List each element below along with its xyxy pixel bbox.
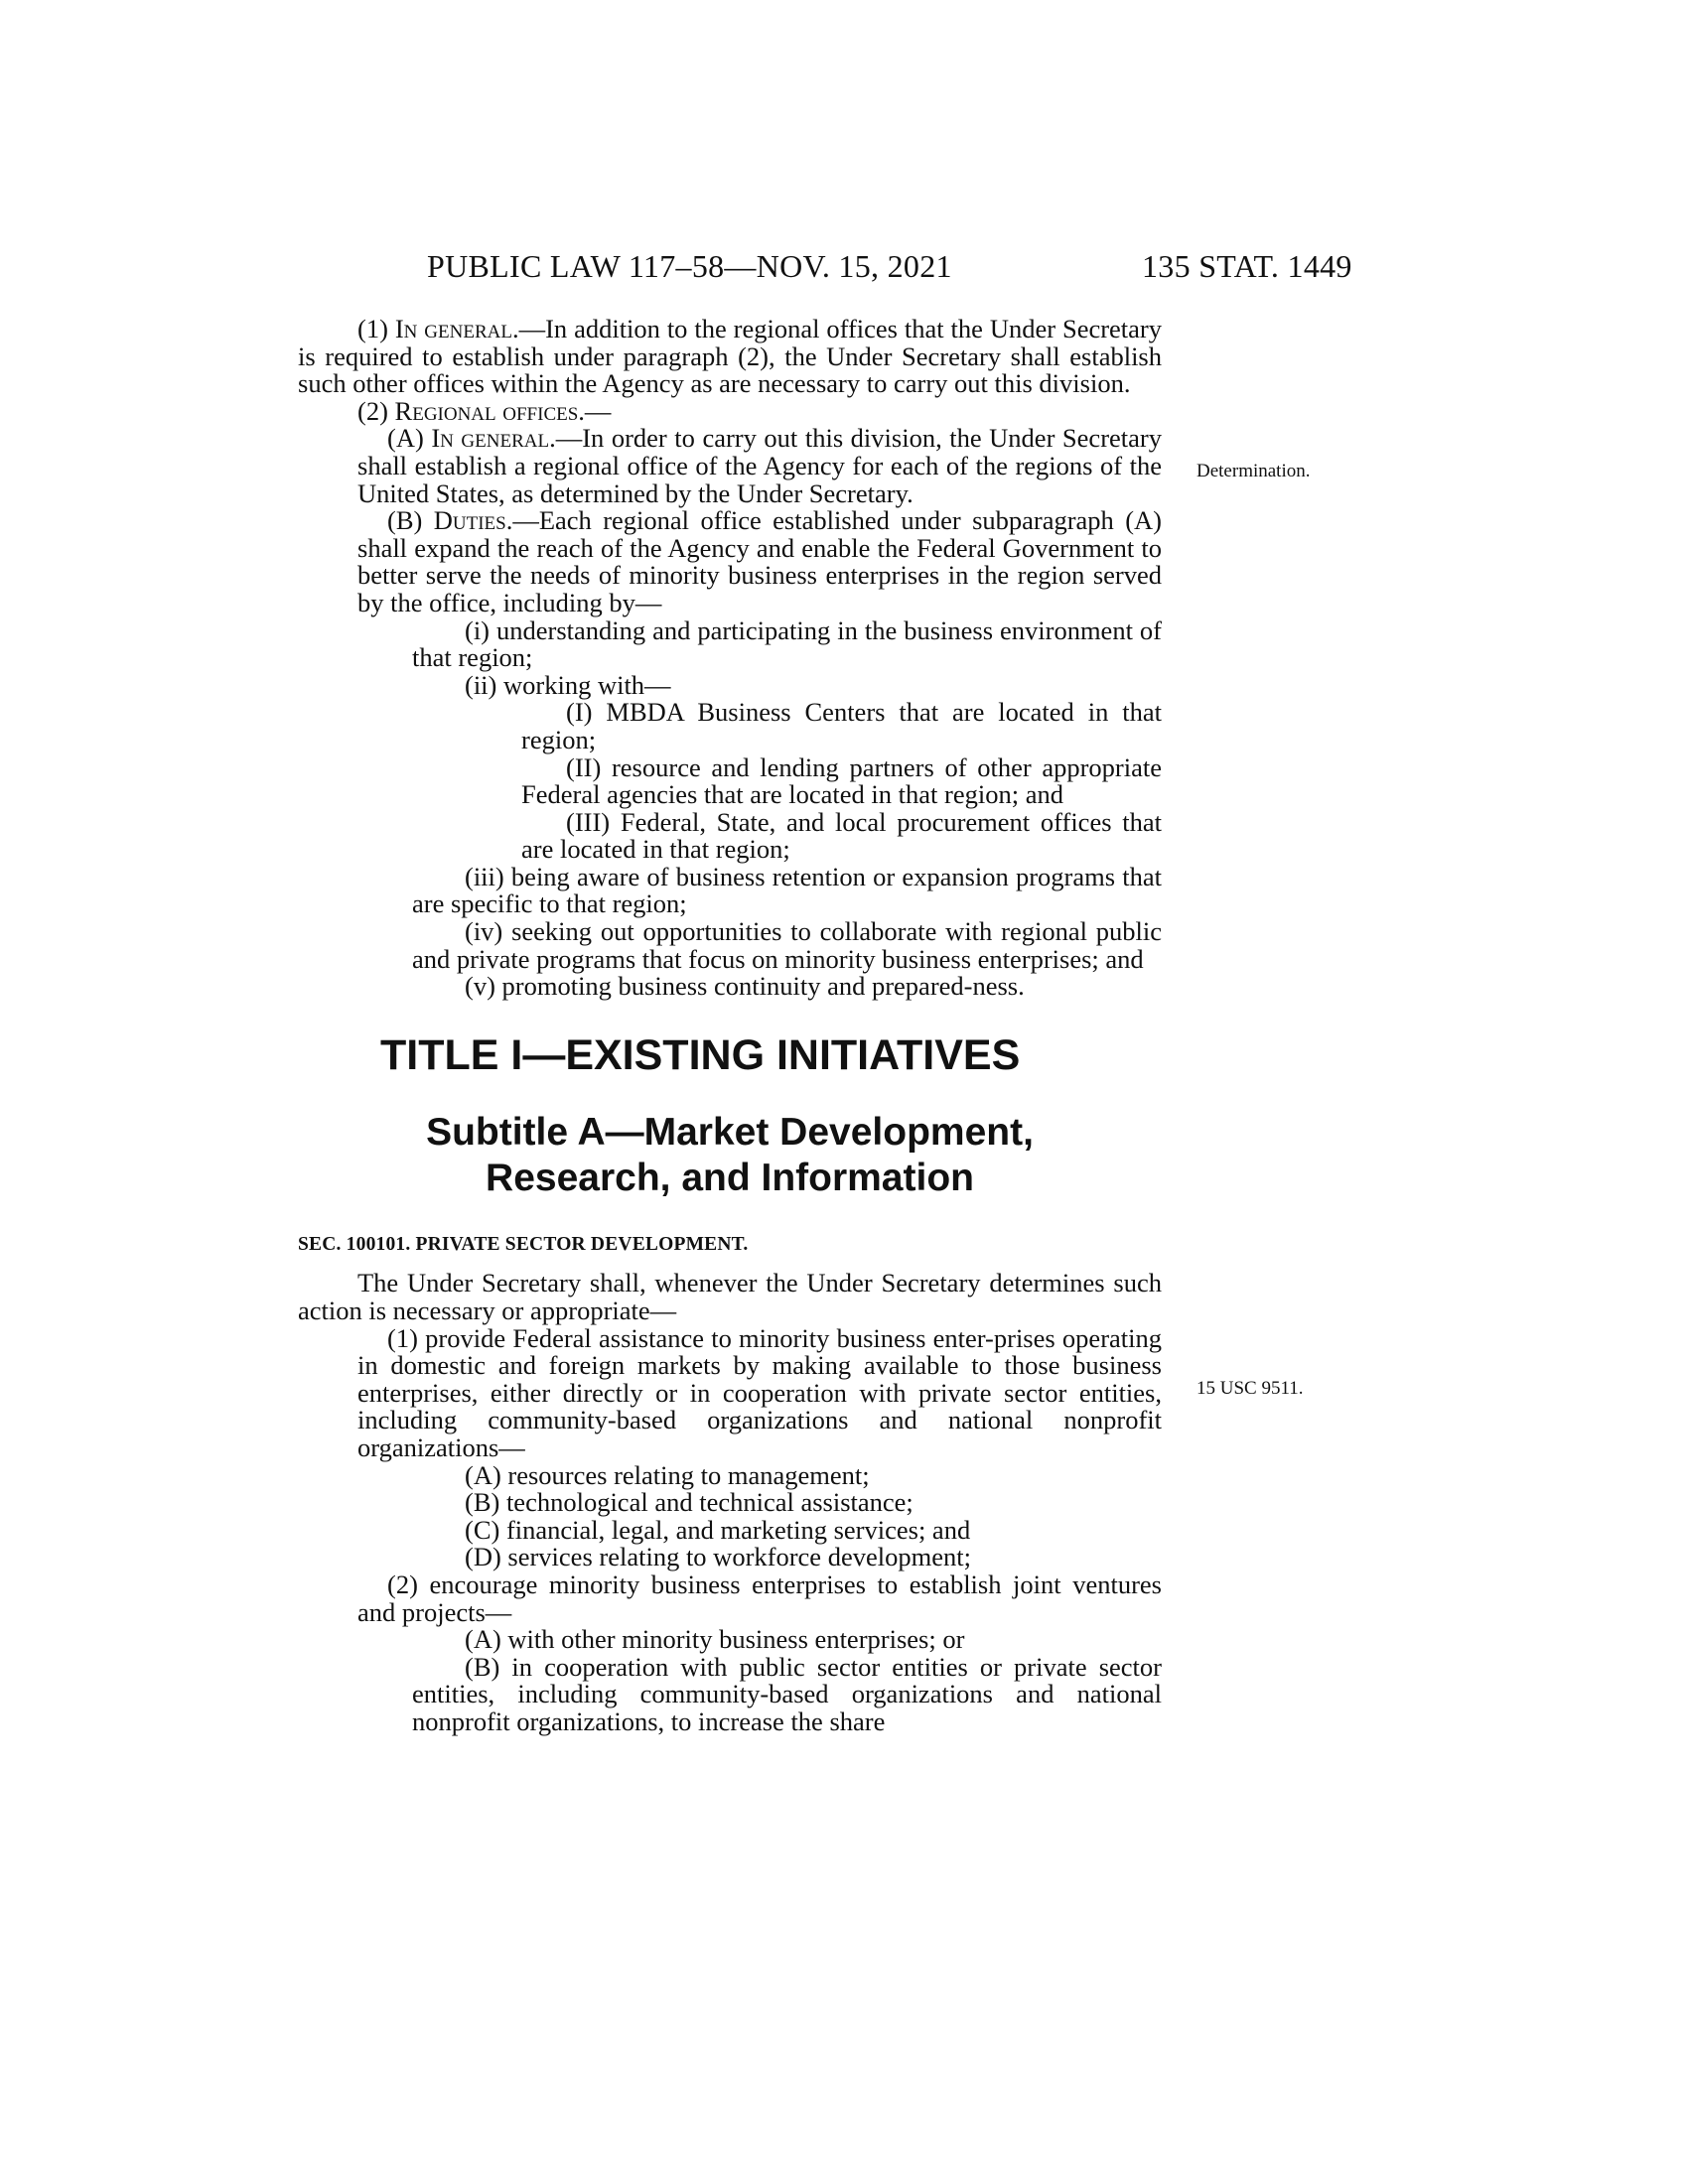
subclause-ii-I: (I) MBDA Business Centers that are located in that region; bbox=[521, 697, 1162, 754]
title-heading: TITLE I—EXISTING INITIATIVES bbox=[380, 1030, 1021, 1079]
subparagraph-2a: (A) In general.—In order to carry out this division, the Under Secretary shall establish a regional office of the Agency for each of the regions of the United States, as determined by the Under Secretary. bbox=[357, 423, 1162, 508]
section-heading: SEC. 100101. PRIVATE SECTOR DEVELOPMENT. bbox=[298, 1233, 749, 1255]
section-intro: The Under Secretary shall, whenever the Under Secretary determines such action is necessary or appropriate— bbox=[298, 1268, 1162, 1326]
paragraph-1: (1) In general.—In addition to the regional offices that the Under Secretary is required to establish under paragraph (2), the Under Secretary shall establish such other offices within the Agency as are necessary to carry out this division. bbox=[298, 314, 1163, 399]
section-para-1A: (A) resources relating to management; bbox=[465, 1459, 870, 1490]
clause-i: (i) understanding and participating in the business environment of that region; bbox=[412, 614, 1162, 673]
paragraph-2: (2) Regional offices.— bbox=[357, 395, 612, 426]
section-para-1B: (B) technological and technical assistance; bbox=[465, 1487, 914, 1518]
section-para-2B: (B) in cooperation with public sector entities or private sector entities, including community-based organizations and national nonprofit organizations, to increase the share bbox=[412, 1651, 1162, 1736]
section-para-2: (2) encourage minority business enterprises to establish joint ventures and projects— bbox=[357, 1569, 1162, 1627]
margin-note-usc-citation: 15 USC 9511. bbox=[1196, 1378, 1304, 1399]
section-para-1C: (C) financial, legal, and marketing services; and bbox=[465, 1514, 971, 1545]
running-header-title: PUBLIC LAW 117–58—NOV. 15, 2021 bbox=[427, 248, 952, 284]
paragraph-1-heading: In general bbox=[394, 314, 512, 343]
clause-iv: (iv) seeking out opportunities to collaborate with regional public and private programs that focus on minority business enterprises; and bbox=[412, 916, 1162, 974]
subclause-ii-III: (III) Federal, State, and local procurement offices that are located in that region; bbox=[521, 806, 1162, 865]
margin-note-determination: Determination. bbox=[1196, 461, 1311, 481]
subparagraph-2b: (B) Duties.—Each regional office established under subparagraph (A) shall expand the reach of the Agency and enable the Federal Government to better serve the needs of minority business enterprises in the region served by the office, including by— bbox=[357, 505, 1163, 617]
section-para-2A: (A) with other minority business enterprises; or bbox=[465, 1624, 965, 1655]
page-stat-number: 135 STAT. 1449 bbox=[1142, 248, 1352, 284]
subtitle-heading: Subtitle A—Market Development, Research, and Information bbox=[426, 1110, 1034, 1199]
document-body bbox=[298, 316, 1162, 1736]
clause-v: (v) promoting business continuity and prepared-ness. bbox=[465, 971, 1025, 1002]
clause-ii: (ii) working with— bbox=[465, 669, 671, 700]
paragraph-2-heading: Regional offices bbox=[394, 395, 579, 426]
subclause-ii-II: (II) resource and lending partners of other appropriate Federal agencies that are located in that region; and bbox=[521, 751, 1162, 810]
clause-iii: (iii) being aware of business retention or expansion programs that are specific to that region; bbox=[412, 861, 1162, 919]
section-para-1D: (D) services relating to workforce development; bbox=[465, 1542, 971, 1572]
section-para-1: (1) provide Federal assistance to minority business enter-prises operating in domestic and foreign markets by making available to those business enterprises, either directly or in cooperation with private sector entities, including community-based organizations and national nonprofit organizations— bbox=[357, 1322, 1162, 1462]
